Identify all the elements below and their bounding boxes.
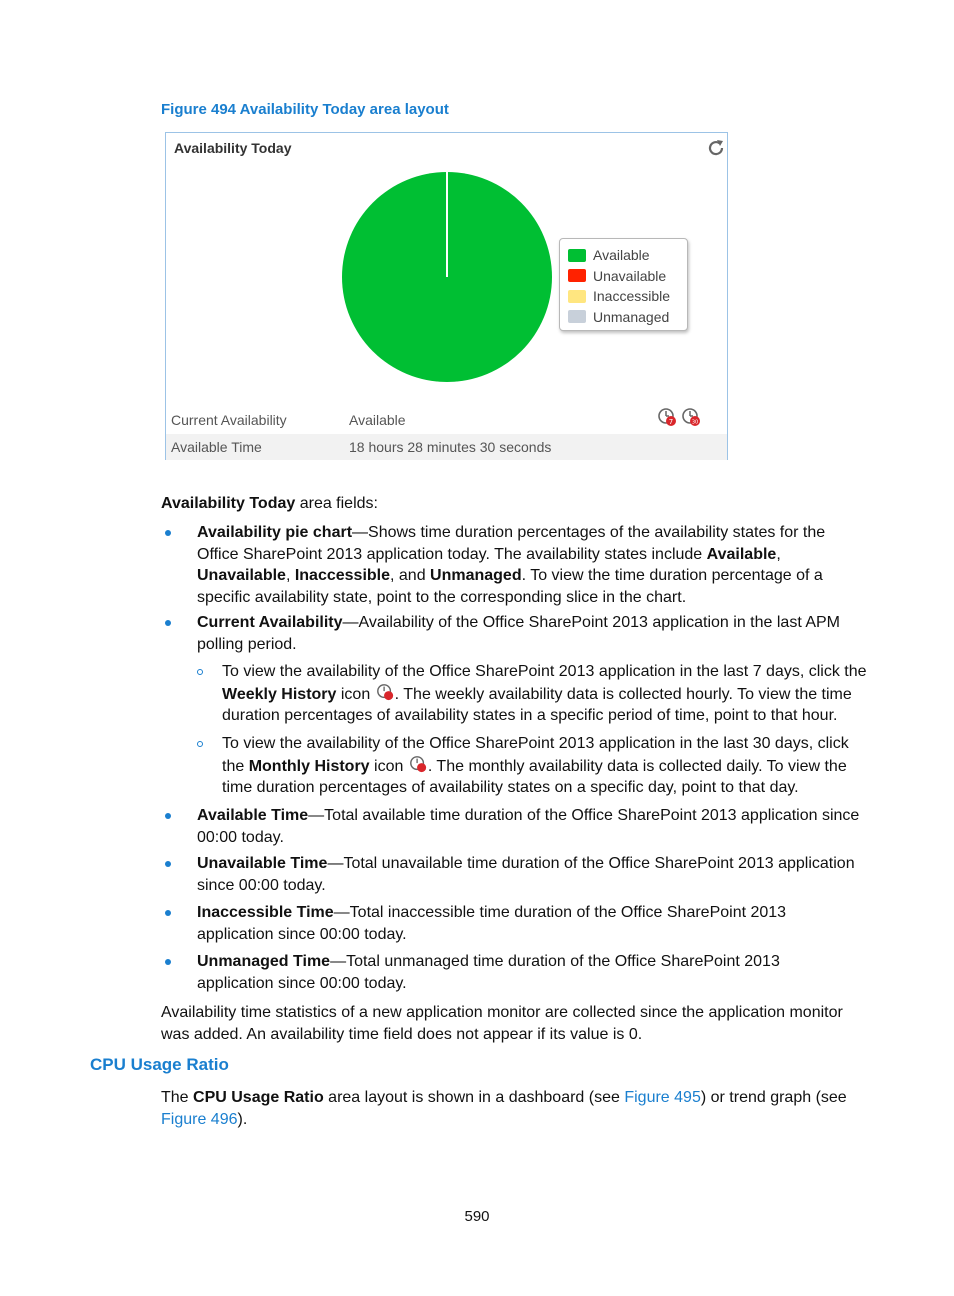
weekly-history-icon (375, 683, 395, 701)
item-text: —Shows time duration percentages of the availability states for the Office SharePoint 2013 application today. The availability states include (197, 524, 826, 563)
legend-label: Unavailable (593, 267, 667, 284)
page-number: 590 (464, 1208, 490, 1225)
legend-swatch (568, 269, 586, 282)
item-term: Available Time (197, 807, 309, 824)
item-text: . To view the time duration percentage of a specific availability state, point to the corresponding slice in the chart. (197, 567, 823, 606)
monthly-history-icon (408, 755, 428, 773)
item-text: —Total unavailable time duration of the Office SharePoint 2013 application since 00:00 today. (197, 855, 855, 894)
figure-495-link[interactable]: Figure 495 (624, 1089, 701, 1106)
item-text: To view the availability of the Office SharePoint 2013 application in the last 30 days, click the (222, 735, 849, 775)
legend-swatch (568, 310, 586, 323)
bullet-marker (165, 813, 171, 819)
list-item-unmanaged-time (197, 951, 847, 994)
subbullet-marker (197, 669, 203, 675)
item-text: The (161, 1089, 194, 1106)
item-text: icon (336, 685, 375, 703)
legend-swatch (568, 290, 586, 303)
item-text: . The weekly availability data is collected hourly. To view the time duration percentages of availability states in a specific period of time, point to that hour. (222, 685, 852, 724)
intro-rest: area fields: (295, 495, 378, 512)
item-term: Availability pie chart (197, 524, 353, 541)
state-inaccessible: Inaccessible (294, 567, 390, 584)
item-text: —Availability of the Office SharePoint 2013 application in the last APM polling period. (197, 614, 840, 653)
separator: , (285, 567, 295, 584)
legend-label: Available (593, 247, 650, 263)
current-availability-value: Available (349, 412, 406, 428)
available-time-row (166, 434, 727, 460)
available-time-label: Available Time (171, 439, 262, 455)
state-unavailable: Unavailable (197, 567, 286, 584)
legend-item-unavailable[interactable] (568, 266, 666, 286)
intro-paragraph (161, 493, 378, 515)
list-item-unavailable-time (197, 853, 867, 896)
svg-text:7: 7 (668, 418, 674, 426)
item-term: Current Availability (197, 614, 343, 631)
legend-swatch (568, 249, 586, 262)
item-text: area layout is shown in a dashboard (see (323, 1089, 625, 1106)
available-time-value: 18 hours 28 minutes 30 seconds (349, 439, 552, 455)
item-term: Weekly History (222, 685, 337, 703)
list-item-inaccessible-time (197, 902, 867, 945)
list-item-pie-chart (197, 522, 867, 608)
bullet-marker (165, 620, 171, 626)
legend-item-unmanaged[interactable] (568, 307, 669, 327)
item-text: icon (369, 757, 408, 775)
legend-label: Unmanaged (593, 308, 670, 325)
item-term: Inaccessible Time (197, 904, 334, 921)
separator: , and (390, 567, 431, 584)
legend-item-available[interactable] (568, 245, 650, 265)
item-text: —Total available time duration of the Office SharePoint 2013 application since 00:00 today. (197, 807, 860, 846)
item-text: . The monthly availability data is collected daily. To view the time duration percentages of availability states on a specific day, point to that day. (222, 757, 847, 796)
bullet-marker (165, 959, 171, 965)
item-term: CPU Usage Ratio (193, 1089, 324, 1106)
bullet-marker (165, 861, 171, 867)
figure-caption: Figure 494 Availability Today area layout (161, 101, 449, 118)
monthly-history-icon[interactable] (681, 407, 701, 427)
weekly-history-icon[interactable] (657, 407, 677, 427)
item-text: ) or trend graph (see (700, 1089, 847, 1106)
bullet-marker (165, 910, 171, 916)
item-term: Monthly History (248, 757, 370, 775)
state-available: Available (706, 545, 777, 563)
subbullet-marker (197, 741, 203, 747)
state-unmanaged: Unmanaged (430, 567, 522, 584)
legend-label: Inaccessible (593, 288, 671, 304)
item-text: ). (237, 1110, 248, 1128)
figure-496-link[interactable]: Figure 496 (161, 1110, 238, 1128)
item-term: Unavailable Time (197, 855, 328, 872)
cpu-paragraph (161, 1087, 867, 1130)
item-term: Unmanaged Time (197, 953, 331, 970)
availability-pie-chart[interactable] (342, 172, 556, 386)
item-text: —Total unmanaged time duration of the Office SharePoint 2013 application since 00:00 today. (197, 953, 780, 992)
section-heading: CPU Usage Ratio (90, 1055, 229, 1074)
availability-today-panel (165, 132, 728, 460)
intro-bold: Availability Today (161, 495, 296, 512)
separator: , (776, 545, 781, 563)
refresh-icon[interactable] (706, 138, 726, 158)
panel-title: Availability Today (174, 140, 292, 156)
bullet-marker (165, 530, 171, 536)
current-availability-row (166, 407, 727, 433)
sublist-item-monthly (222, 733, 867, 799)
list-item-available-time (197, 805, 867, 848)
chart-legend (559, 238, 688, 331)
svg-text:30: 30 (691, 419, 699, 426)
item-text: —Total inaccessible time duration of the Office SharePoint 2013 application since 00:00 today. (197, 904, 787, 943)
item-text: To view the availability of the Office SharePoint 2013 application in the last 7 days, click the (222, 663, 867, 680)
current-availability-label: Current Availability (171, 412, 287, 428)
closing-paragraph: Availability time statistics of a new application monitor are collected since the application monitor was added. An availability time field does not appear if its value is 0. (161, 1004, 843, 1043)
sublist-item-weekly (222, 661, 867, 727)
list-item-current-availability (197, 612, 867, 655)
legend-item-inaccessible[interactable] (568, 286, 670, 306)
